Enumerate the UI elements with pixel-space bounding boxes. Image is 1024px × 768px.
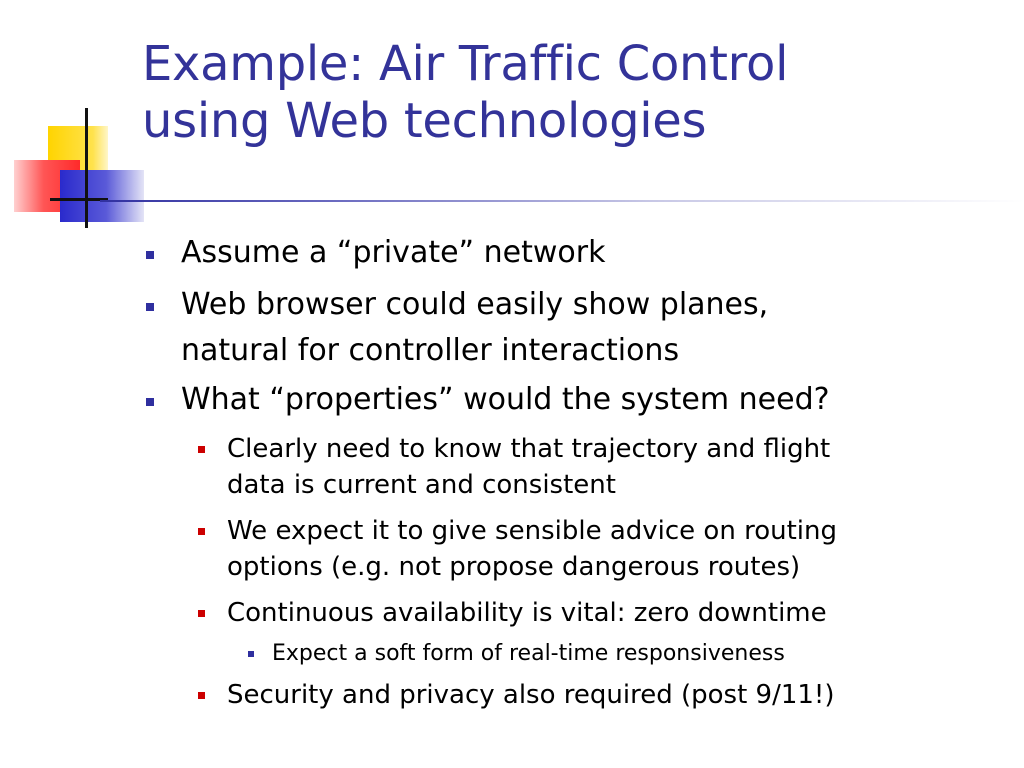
slide-title-line-1: Example: Air Traffic Control	[142, 36, 789, 92]
subbullet-marker	[198, 692, 205, 699]
bullet-private-network	[181, 230, 605, 276]
subbullet-security-privacy	[227, 677, 834, 713]
subbullet-marker	[198, 610, 205, 617]
subbullet-text: Continuous availability is vital: zero downtime	[227, 598, 827, 628]
slide-title-line-2: using Web technologies	[142, 93, 707, 149]
subsubbullet-responsiveness	[272, 640, 785, 668]
subsubbullet-marker	[248, 651, 254, 657]
bullet-marker	[146, 303, 154, 311]
subbullet-text: Security and privacy also required (post 9/11!)	[227, 680, 835, 710]
subbullet-availability	[227, 595, 827, 631]
bullet-text: What “properties” would the system need?	[181, 382, 830, 417]
bullet-system-properties	[181, 377, 830, 423]
subbullet-marker	[198, 446, 205, 453]
bullet-text: Web browser could easily show planes,	[181, 287, 769, 322]
bullet-marker	[146, 398, 154, 406]
subbullet-routing-advice	[227, 513, 837, 585]
bullet-web-browser	[181, 282, 768, 374]
subbullet-text: data is current and consistent	[227, 470, 616, 500]
subbullet-text: options (e.g. not propose dangerous routes)	[227, 552, 801, 582]
bullet-text: Assume a “private” network	[181, 235, 606, 270]
subsubbullet-text: Expect a soft form of real-time responsiveness	[272, 641, 785, 666]
subbullet-text: We expect it to give sensible advice on routing	[227, 516, 837, 546]
subbullet-text: Clearly need to know that trajectory and flight	[227, 434, 831, 464]
subbullet-marker	[198, 528, 205, 535]
bullet-text: natural for controller interactions	[181, 333, 680, 368]
bullet-marker	[146, 251, 154, 259]
subbullet-trajectory-data	[227, 431, 830, 503]
